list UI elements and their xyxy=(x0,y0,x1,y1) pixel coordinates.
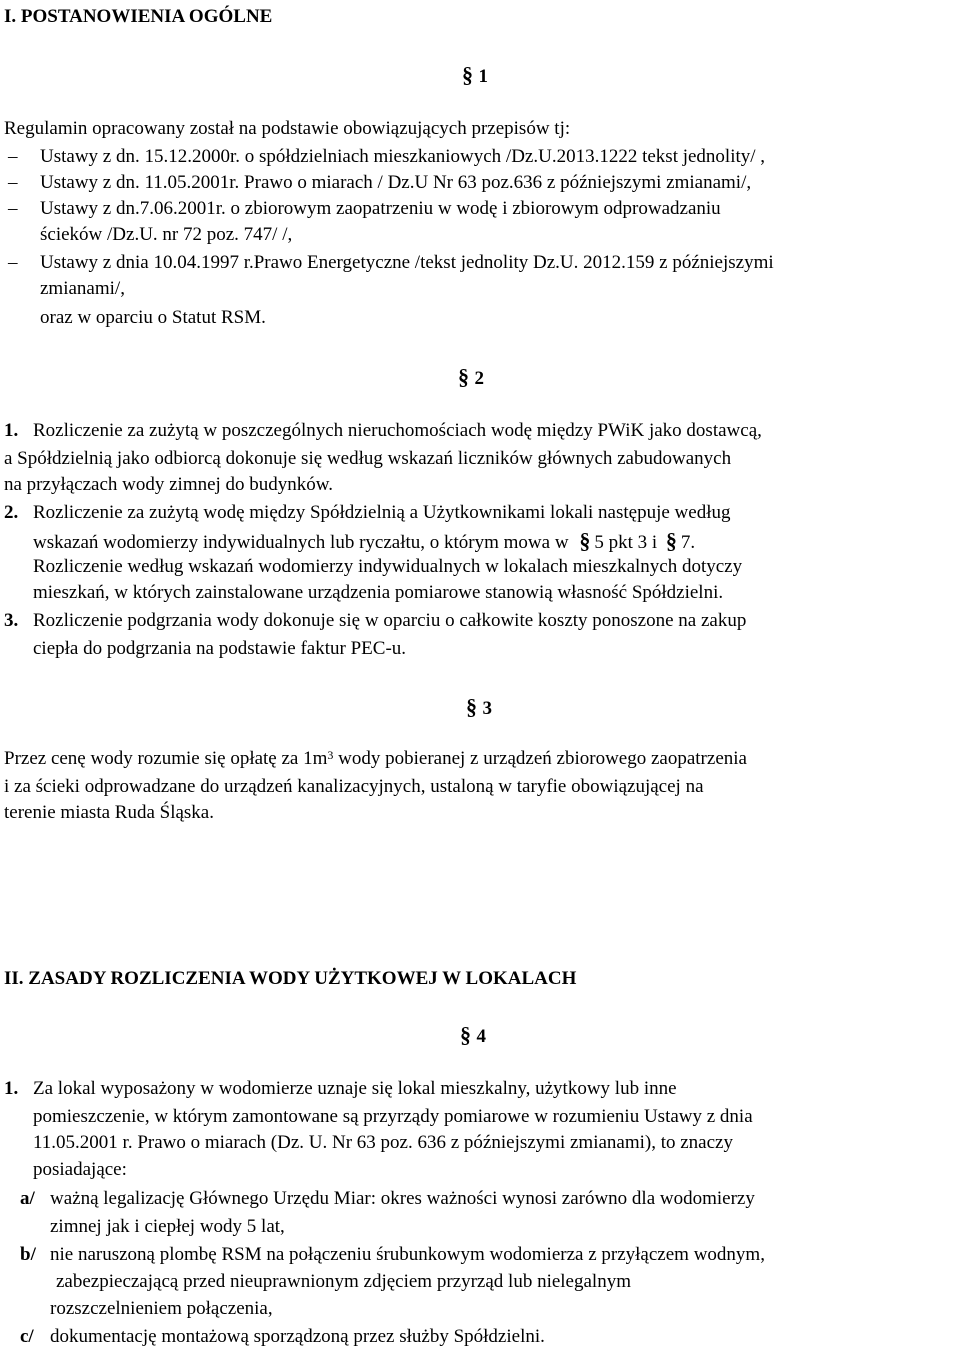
price-definition-line: terenie miasta Ruda Śląska. xyxy=(4,802,214,823)
paragraph-sign-1 xyxy=(462,62,488,90)
paragraph-number: 3 xyxy=(482,698,492,719)
statute-text: oraz w oparciu o Statut RSM. xyxy=(40,307,266,328)
sub-text: zabezpieczającą przed nieuprawnionym zdjęciem przyrząd lub nielegalnym xyxy=(56,1271,631,1292)
act-item-continued: ścieków /Dz.U. nr 72 poz. 747/ /, xyxy=(40,224,293,245)
list-dash: – xyxy=(8,252,18,273)
paragraph-number: 1 xyxy=(478,66,488,87)
paragraph-sign-4 xyxy=(460,1022,486,1050)
item-text: Rozliczenie za zużytą wodę między Spółdzielnią a Użytkownikami lokali następuje według xyxy=(33,502,731,523)
act-item: Ustawy z dnia 10.04.1997 r.Prawo Energetyczne /tekst jednolity Dz.U. 2012.159 z późniejszymi xyxy=(40,252,774,273)
item-text: na przyłączach wody zimnej do budynków. xyxy=(4,474,334,495)
price-definition-line: i za ścieki odprowadzane do urządzeń kanalizacyjnych, ustaloną w taryfie obowiązującej na xyxy=(4,776,704,797)
paragraph-number: 2 xyxy=(474,368,484,389)
item-text: pomieszczenie, w którym zamontowane są przyrządy pomiarowe w rozumieniu Ustawy z dnia xyxy=(33,1106,753,1127)
section-sign: § xyxy=(665,528,677,553)
item-text: a Spółdzielnią jako odbiorcą dokonuje się według wskazań liczników głównych zabudowanych xyxy=(4,448,732,469)
superscript: 3 xyxy=(327,748,334,762)
sub-label: c/ xyxy=(20,1326,34,1347)
section-sign: § xyxy=(466,694,477,719)
price-text: Przez cenę wody rozumie się opłatę za 1m xyxy=(4,748,328,769)
list-dash: – xyxy=(8,198,18,219)
act-item: Ustawy z dn.7.06.2001r. o zbiorowym zaopatrzeniu w wodę i zbiorowym odprowadzaniu xyxy=(40,198,721,219)
reference-text: 7. xyxy=(680,532,696,553)
section-sign: § xyxy=(579,528,591,553)
sub-label: b/ xyxy=(20,1244,36,1265)
section-heading: II. ZASADY ROZLICZENIA WODY UŻYTKOWEJ W LOKALACH xyxy=(4,968,577,989)
paragraph-sign-2 xyxy=(458,364,484,392)
item-number: 2. xyxy=(4,502,19,523)
sub-label: a/ xyxy=(20,1188,35,1209)
intro-text: Regulamin opracowany został na podstawie obowiązujących przepisów tj: xyxy=(4,118,571,139)
section-heading: I. POSTANOWIENIA OGÓLNE xyxy=(4,6,273,27)
item-number: 1. xyxy=(4,420,19,441)
item-text: 11.05.2001 r. Prawo o miarach (Dz. U. Nr 63 poz. 636 z późniejszymi zmianami), to znaczy xyxy=(33,1132,733,1153)
section-sign: § xyxy=(460,1022,471,1047)
item-text: Za lokal wyposażony w wodomierze uznaje się lokal mieszkalny, użytkowy lub inne xyxy=(33,1078,677,1099)
item-text xyxy=(33,528,695,556)
item-text: Rozliczenie za zużytą w poszczególnych nieruchomościach wodę między PWiK jako dostawcą, xyxy=(33,420,762,441)
item-number: 3. xyxy=(4,610,19,631)
item-number: 1. xyxy=(4,1078,19,1099)
item-text: Rozliczenie według wskazań wodomierzy indywidualnych w lokalach mieszkalnych dotyczy xyxy=(33,556,743,577)
item-text: ciepła do podgrzania na podstawie faktur PEC-u. xyxy=(33,638,407,659)
reference-text: 5 pkt 3 i xyxy=(594,532,658,553)
act-item: Ustawy z dn. 15.12.2000r. o spółdzielniach mieszkaniowych /Dz.U.2013.1222 tekst jednolity/ , xyxy=(40,146,766,167)
list-dash: – xyxy=(8,146,18,167)
sub-text: ważną legalizację Głównego Urzędu Miar: okres ważności wynosi zarówno dla wodomierzy xyxy=(50,1188,755,1209)
act-item: Ustawy z dn. 11.05.2001r. Prawo o miarach / Dz.U Nr 63 poz.636 z późniejszymi zmianami/, xyxy=(40,172,752,193)
item-text: posiadające: xyxy=(33,1159,127,1180)
price-definition-line xyxy=(4,746,747,772)
item-text: Rozliczenie podgrzania wody dokonuje się w oparciu o całkowite koszty ponoszone na zakup xyxy=(33,610,747,631)
sub-text: nie naruszoną plombę RSM na połączeniu śrubunkowym wodomierza z przyłączem wodnym, xyxy=(50,1244,765,1265)
paragraph-number: 4 xyxy=(476,1026,486,1047)
item-text: mieszkań, w których zainstalowane urządzenia pomiarowe stanowią własność Spółdzielni. xyxy=(33,582,724,603)
act-item-continued: zmianami/, xyxy=(40,278,125,299)
list-dash: – xyxy=(8,172,18,193)
item-text-part: wskazań wodomierzy indywidualnych lub ryczałtu, o którym mowa w xyxy=(33,532,569,553)
price-text: wody pobieranej z urządzeń zbiorowego zaopatrzenia xyxy=(333,748,747,769)
paragraph-sign-3 xyxy=(466,694,492,722)
section-sign: § xyxy=(462,62,473,87)
sub-text: zimnej jak i ciepłej wody 5 lat, xyxy=(50,1216,285,1237)
section-sign: § xyxy=(458,364,469,389)
sub-text: rozszczelnieniem połączenia, xyxy=(50,1298,273,1319)
sub-text: dokumentację montażową sporządzoną przez służby Spółdzielni. xyxy=(50,1326,545,1347)
